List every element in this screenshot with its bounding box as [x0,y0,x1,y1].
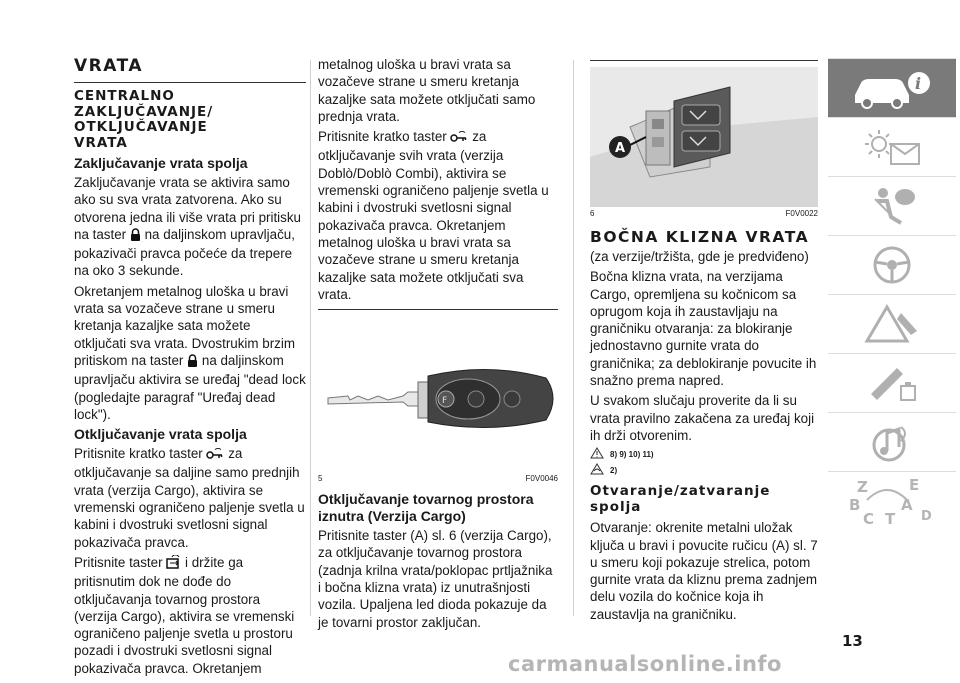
index-letter: C [863,510,875,526]
column-middle [318,56,558,634]
callout-label-a: A [615,141,626,156]
paragraph: Pritisnite kratko taster za otključavanje sa daljine samo prednjih vrata (verzija Cargo), aktivira se vremenski ograničeno paljenje svetla u kabini i dvostruki svetlosni signal pokazivača pravca. [74,446,305,550]
key-fob-illustration [318,316,558,472]
section-title-sliding-door: BOČNA KLIZNA VRATA [590,228,810,246]
alphabetical-index-icon [847,476,937,526]
multimedia-icon [857,419,927,465]
warning-references [590,447,818,461]
column-divider [310,60,311,616]
subtitle-line: OTKLJUČAVANJE [74,119,208,135]
paragraph: Pritisnite taster (A) sl. 6 (verzija Cargo), za otključavanje tovarnog prostora (zadnja krilna vrata/poklopac prtljažnika i bočna klizna vrata) iz unutrašnjosti vozila. Upaljena led dioda pokazuje da je tovarni prostor zaključan. [318,528,553,630]
paragraph: Otvaranje: okrenite metalni uložak ključa u bravi i povucite ručicu (A) sl. 7 u smeru koji pokazuje strelica, potom gurnite vrata da kliznu prema zadnjem delu vozila do kočnice koja ih zaustavlja na graničniku. [590,520,818,622]
key-unlock-icon [450,130,468,147]
tab-safety[interactable] [828,176,956,235]
steering-wheel-icon [857,242,927,288]
paragraph: Okretanjem metalnog uloška u bravi vrata sa vozačeve strane u smeru kretanja kazaljke sata možete otključati sva vrata. Dvostrukim brzim pritiskom na taster na daljinskom upravljaču aktivira se uređaj "dead lock (pogledajte paragraf "Uređaj dead lock"). [74,283,306,422]
note-icon [590,463,604,477]
column-right [590,56,818,626]
figure-door-panel [590,67,818,207]
figure-code: F0V0046 [525,474,558,484]
warning-icon [590,447,604,461]
index-letter: Z [857,478,868,496]
chapter-sidebar [828,58,956,530]
warning-lights-icon [857,124,927,170]
section-title: VRATA [74,56,144,76]
cargo-unlock-icon [166,555,181,573]
footer-watermark[interactable]: carmanualsonline.info [508,652,782,676]
tab-starting-driving[interactable] [828,235,956,294]
figure-rule [318,309,558,310]
paragraph: Pritisnite taster i držite ga pritisnutim dok ne dođe do otključavanja tovarnog prostora (verzija Cargo), aktivira se vremenski ograničeno paljenje svetla u prostoru pozadi i dvostruki svetlosni signal pokazivača pravca. Okretanjem [74,554,295,676]
heading-lock-outside: Zaključavanje vrata spolja [74,155,248,171]
figure-number: 6 [590,209,595,218]
tab-index[interactable] [828,471,956,530]
paragraph: Bočna klizna vrata, na verzijama Cargo, opremljena su kočnicom sa oprugom koja ih zaustavljaju na graničniku otvaranja: za blokiranje jednostavno gurnite vrata do graničnika; za deblokiranje povucite ih snažno prema napred. [590,269,817,389]
tab-maintenance[interactable] [828,353,956,412]
subsection-title [74,89,306,151]
figure-caption [318,474,558,483]
tab-vehicle-info[interactable] [828,58,956,117]
column-divider [573,60,574,616]
paragraph: U svakom slučaju proverite da li su vrata pravilno zakačena za uređaj koji ih drži otvorenim. [590,393,815,443]
title-rule [74,82,306,83]
car-info-icon [847,65,937,111]
tab-multimedia[interactable] [828,412,956,471]
index-letter: E [909,476,920,494]
index-letter: B [849,496,861,514]
svg-text:i: i [915,74,922,93]
service-tools-icon [857,360,927,406]
paragraph: Pritisnite kratko taster za otključavanje svih vrata (verzija Doblò/Doblò Combi), aktivira se vremenski ograničeno paljenje svetla u kabini i dvostruki svetlosni signal pokazivača pravca. Okretanjem metalnog uloška u bravi vrata sa vozačeve strane u smeru kretanja kazaljke sata možete otključati sva vrata. [318,129,549,302]
figure-code: F0V0022 [785,209,818,218]
figure-key-fob [318,316,558,472]
key-unlock-icon [206,447,224,464]
subsection-open-close: Otvaranje/zatvaranje spolja [590,483,771,516]
index-letter: A [901,496,913,514]
figure-caption [590,209,818,218]
door-switch-illustration [590,67,818,207]
subtitle-line: VRATA [74,134,128,151]
page-number: 13 [842,632,863,650]
paragraph: Zaključavanje vrata se aktivira samo ako su sva vrata zatvorena. Ako su otvorena jedna ili više vrata pri pritisku na taster na daljinskom upravljaču, pokazivači pravca počeće da trepere na oko 3 sekunde. [74,175,302,279]
warning-refs-text[interactable]: 8) 9) 10) 11) [610,449,654,459]
lock-icon [187,354,198,371]
paragraph: metalnog uloška u bravi vrata sa vozačeve strane u smeru kretanja kazaljke sata možete otključati samo prednja vrata. [318,57,536,124]
figure-rule [590,60,818,61]
column-left [74,56,306,680]
note-references [590,463,818,477]
subtitle-line: ZAKLJUČAVANJE/ [74,103,214,120]
index-letter: D [921,509,932,524]
heading-cargo-unlock: Otključavanje tovarnog prostora iznutra (Verzija Cargo) [318,491,534,525]
paragraph: (za verzije/tržišta, gde je predviđeno) [590,249,809,264]
subtitle-line: CENTRALNO [74,88,175,104]
emergency-triangle-icon [857,301,927,347]
safety-airbag-icon [857,183,927,229]
index-letter: T [885,510,896,526]
note-refs-text[interactable]: 2) [610,465,618,475]
figure-number: 5 [318,474,323,484]
lock-icon [130,228,141,245]
heading-unlock-outside: Otključavanje vrata spolja [74,426,247,443]
svg-text:F: F [442,396,448,407]
tab-warning-lights[interactable] [828,117,956,176]
tab-emergency[interactable] [828,294,956,353]
